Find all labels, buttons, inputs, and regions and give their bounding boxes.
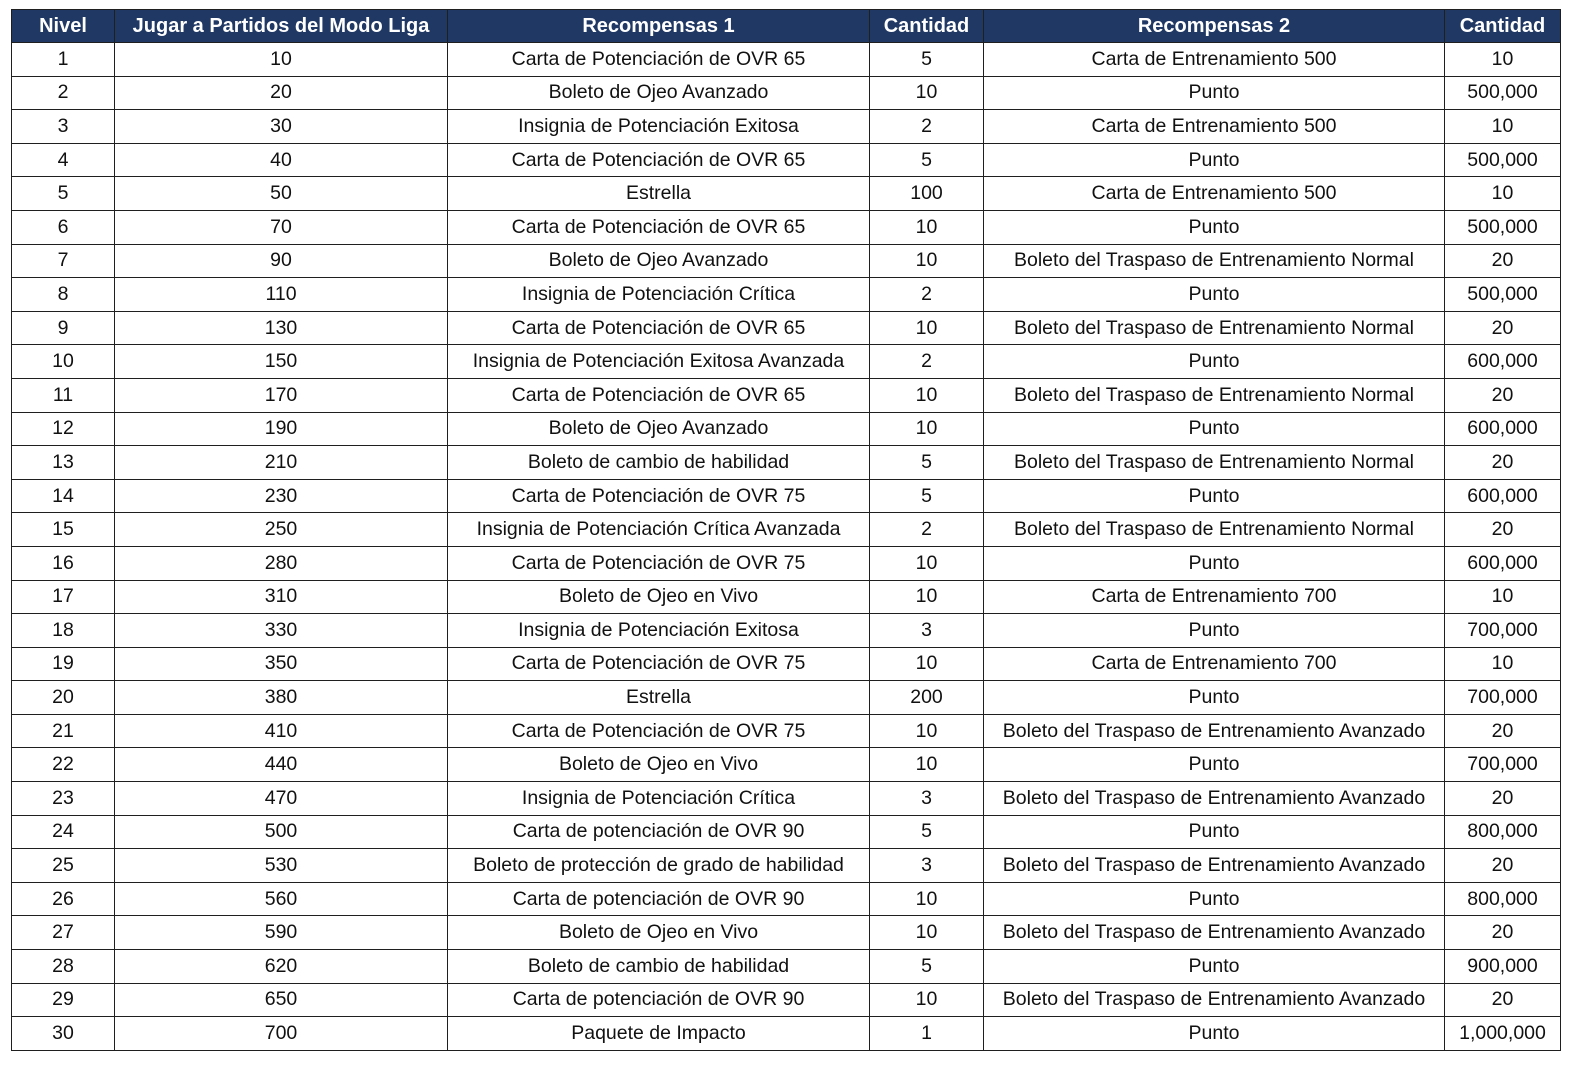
cell-reward-1: Carta de Potenciación de OVR 75 [448, 546, 870, 580]
cell-reward-1: Estrella [448, 177, 870, 211]
cell-quantity-1: 10 [870, 647, 984, 681]
cell-quantity-1: 5 [870, 143, 984, 177]
cell-matches: 230 [115, 479, 448, 513]
header-matches: Jugar a Partidos del Modo Liga [115, 10, 448, 43]
cell-quantity-1: 10 [870, 580, 984, 614]
rewards-table [11, 9, 1561, 1051]
cell-reward-1: Boleto de Ojeo en Vivo [448, 748, 870, 782]
cell-reward-1: Carta de Potenciación de OVR 65 [448, 143, 870, 177]
table-row [12, 916, 1561, 950]
cell-reward-2: Carta de Entrenamiento 500 [984, 43, 1445, 77]
cell-nivel: 2 [12, 76, 115, 110]
cell-reward-1: Carta de Potenciación de OVR 75 [448, 479, 870, 513]
cell-quantity-1: 5 [870, 815, 984, 849]
cell-quantity-2: 20 [1445, 513, 1561, 547]
cell-quantity-1: 10 [870, 412, 984, 446]
cell-quantity-2: 500,000 [1445, 76, 1561, 110]
cell-quantity-2: 20 [1445, 446, 1561, 480]
cell-nivel: 4 [12, 143, 115, 177]
table-row [12, 43, 1561, 77]
cell-quantity-1: 2 [870, 345, 984, 379]
cell-reward-1: Boleto de Ojeo Avanzado [448, 244, 870, 278]
cell-nivel: 22 [12, 748, 115, 782]
cell-nivel: 26 [12, 882, 115, 916]
cell-quantity-1: 10 [870, 76, 984, 110]
cell-quantity-2: 600,000 [1445, 479, 1561, 513]
cell-nivel: 10 [12, 345, 115, 379]
table-row [12, 580, 1561, 614]
cell-reward-1: Insignia de Potenciación Crítica [448, 278, 870, 312]
table-row [12, 849, 1561, 883]
cell-matches: 700 [115, 1017, 448, 1051]
cell-matches: 90 [115, 244, 448, 278]
cell-quantity-2: 20 [1445, 244, 1561, 278]
cell-reward-1: Carta de Potenciación de OVR 65 [448, 311, 870, 345]
cell-quantity-2: 600,000 [1445, 345, 1561, 379]
cell-nivel: 23 [12, 782, 115, 816]
cell-reward-1: Carta de Potenciación de OVR 65 [448, 378, 870, 412]
table-row [12, 378, 1561, 412]
table-row [12, 446, 1561, 480]
cell-nivel: 17 [12, 580, 115, 614]
table-row [12, 210, 1561, 244]
cell-quantity-1: 2 [870, 513, 984, 547]
cell-reward-1: Insignia de Potenciación Crítica Avanzada [448, 513, 870, 547]
cell-matches: 250 [115, 513, 448, 547]
cell-quantity-1: 5 [870, 43, 984, 77]
table-row [12, 882, 1561, 916]
table-row [12, 110, 1561, 144]
cell-quantity-2: 10 [1445, 647, 1561, 681]
cell-matches: 150 [115, 345, 448, 379]
cell-reward-1: Carta de potenciación de OVR 90 [448, 983, 870, 1017]
cell-matches: 380 [115, 681, 448, 715]
cell-matches: 10 [115, 43, 448, 77]
cell-matches: 560 [115, 882, 448, 916]
cell-reward-1: Estrella [448, 681, 870, 715]
cell-quantity-2: 20 [1445, 378, 1561, 412]
cell-nivel: 21 [12, 714, 115, 748]
header-quantity-1: Cantidad [870, 10, 984, 43]
cell-nivel: 25 [12, 849, 115, 883]
cell-quantity-1: 2 [870, 278, 984, 312]
cell-reward-2: Punto [984, 748, 1445, 782]
cell-reward-2: Boleto del Traspaso de Entrenamiento Normal [984, 378, 1445, 412]
cell-reward-2: Punto [984, 950, 1445, 984]
cell-quantity-2: 10 [1445, 43, 1561, 77]
cell-reward-2: Carta de Entrenamiento 700 [984, 647, 1445, 681]
table-row [12, 244, 1561, 278]
cell-reward-2: Boleto del Traspaso de Entrenamiento Avanzado [984, 782, 1445, 816]
cell-reward-1: Boleto de Ojeo en Vivo [448, 916, 870, 950]
cell-reward-1: Paquete de Impacto [448, 1017, 870, 1051]
cell-quantity-1: 10 [870, 748, 984, 782]
cell-reward-1: Carta de potenciación de OVR 90 [448, 815, 870, 849]
cell-nivel: 29 [12, 983, 115, 1017]
cell-reward-2: Punto [984, 815, 1445, 849]
header-nivel: Nivel [12, 10, 115, 43]
cell-quantity-2: 500,000 [1445, 210, 1561, 244]
table-row [12, 546, 1561, 580]
cell-quantity-1: 10 [870, 916, 984, 950]
cell-reward-1: Carta de Potenciación de OVR 65 [448, 210, 870, 244]
cell-quantity-2: 900,000 [1445, 950, 1561, 984]
cell-nivel: 20 [12, 681, 115, 715]
cell-nivel: 16 [12, 546, 115, 580]
cell-matches: 440 [115, 748, 448, 782]
cell-quantity-1: 10 [870, 311, 984, 345]
cell-nivel: 11 [12, 378, 115, 412]
table-row [12, 815, 1561, 849]
cell-matches: 110 [115, 278, 448, 312]
cell-reward-1: Insignia de Potenciación Exitosa [448, 110, 870, 144]
cell-reward-1: Carta de Potenciación de OVR 75 [448, 647, 870, 681]
cell-quantity-1: 5 [870, 950, 984, 984]
header-reward-2: Recompensas 2 [984, 10, 1445, 43]
cell-reward-1: Carta de Potenciación de OVR 75 [448, 714, 870, 748]
table-row [12, 177, 1561, 211]
cell-matches: 20 [115, 76, 448, 110]
cell-reward-1: Boleto de Ojeo en Vivo [448, 580, 870, 614]
cell-reward-1: Boleto de Ojeo Avanzado [448, 76, 870, 110]
table-row [12, 345, 1561, 379]
table-row [12, 412, 1561, 446]
cell-reward-2: Boleto del Traspaso de Entrenamiento Normal [984, 244, 1445, 278]
table-row [12, 983, 1561, 1017]
cell-quantity-2: 500,000 [1445, 143, 1561, 177]
table-row [12, 614, 1561, 648]
cell-nivel: 3 [12, 110, 115, 144]
cell-reward-1: Boleto de Ojeo Avanzado [448, 412, 870, 446]
cell-reward-2: Punto [984, 143, 1445, 177]
cell-nivel: 24 [12, 815, 115, 849]
cell-quantity-2: 700,000 [1445, 748, 1561, 782]
cell-nivel: 18 [12, 614, 115, 648]
cell-quantity-2: 800,000 [1445, 815, 1561, 849]
cell-quantity-1: 10 [870, 983, 984, 1017]
cell-reward-2: Boleto del Traspaso de Entrenamiento Normal [984, 513, 1445, 547]
cell-matches: 350 [115, 647, 448, 681]
cell-quantity-2: 500,000 [1445, 278, 1561, 312]
header-row [12, 10, 1561, 43]
cell-reward-1: Boleto de protección de grado de habilidad [448, 849, 870, 883]
cell-matches: 310 [115, 580, 448, 614]
cell-reward-2: Punto [984, 412, 1445, 446]
table-row [12, 714, 1561, 748]
cell-matches: 130 [115, 311, 448, 345]
table-row [12, 748, 1561, 782]
cell-nivel: 7 [12, 244, 115, 278]
cell-reward-2: Boleto del Traspaso de Entrenamiento Avanzado [984, 916, 1445, 950]
cell-nivel: 6 [12, 210, 115, 244]
cell-reward-2: Carta de Entrenamiento 700 [984, 580, 1445, 614]
cell-nivel: 14 [12, 479, 115, 513]
cell-reward-2: Punto [984, 614, 1445, 648]
cell-reward-2: Punto [984, 210, 1445, 244]
cell-nivel: 8 [12, 278, 115, 312]
cell-quantity-2: 10 [1445, 177, 1561, 211]
cell-reward-1: Carta de potenciación de OVR 90 [448, 882, 870, 916]
cell-reward-1: Insignia de Potenciación Exitosa [448, 614, 870, 648]
cell-quantity-1: 3 [870, 782, 984, 816]
cell-reward-2: Boleto del Traspaso de Entrenamiento Avanzado [984, 983, 1445, 1017]
cell-matches: 330 [115, 614, 448, 648]
cell-quantity-2: 20 [1445, 983, 1561, 1017]
cell-quantity-2: 20 [1445, 849, 1561, 883]
cell-nivel: 13 [12, 446, 115, 480]
cell-quantity-1: 3 [870, 849, 984, 883]
cell-quantity-2: 800,000 [1445, 882, 1561, 916]
rewards-table-container [11, 9, 1561, 1051]
cell-quantity-1: 10 [870, 546, 984, 580]
cell-reward-2: Boleto del Traspaso de Entrenamiento Normal [984, 446, 1445, 480]
cell-reward-2: Carta de Entrenamiento 500 [984, 110, 1445, 144]
cell-matches: 190 [115, 412, 448, 446]
table-row [12, 647, 1561, 681]
table-row [12, 782, 1561, 816]
cell-matches: 170 [115, 378, 448, 412]
cell-matches: 30 [115, 110, 448, 144]
cell-reward-2: Boleto del Traspaso de Entrenamiento Normal [984, 311, 1445, 345]
cell-matches: 590 [115, 916, 448, 950]
cell-quantity-2: 1,000,000 [1445, 1017, 1561, 1051]
table-row [12, 681, 1561, 715]
cell-nivel: 27 [12, 916, 115, 950]
cell-quantity-2: 20 [1445, 311, 1561, 345]
cell-reward-2: Punto [984, 278, 1445, 312]
cell-nivel: 30 [12, 1017, 115, 1051]
cell-reward-1: Carta de Potenciación de OVR 65 [448, 43, 870, 77]
header-quantity-2: Cantidad [1445, 10, 1561, 43]
cell-reward-2: Punto [984, 345, 1445, 379]
cell-quantity-2: 10 [1445, 110, 1561, 144]
cell-reward-1: Boleto de cambio de habilidad [448, 950, 870, 984]
table-row [12, 76, 1561, 110]
cell-quantity-1: 2 [870, 110, 984, 144]
cell-reward-2: Punto [984, 546, 1445, 580]
cell-matches: 40 [115, 143, 448, 177]
cell-reward-1: Boleto de cambio de habilidad [448, 446, 870, 480]
cell-quantity-1: 10 [870, 714, 984, 748]
table-row [12, 479, 1561, 513]
cell-matches: 500 [115, 815, 448, 849]
cell-quantity-1: 5 [870, 446, 984, 480]
cell-quantity-1: 3 [870, 614, 984, 648]
table-header [12, 10, 1561, 43]
cell-quantity-1: 100 [870, 177, 984, 211]
cell-reward-2: Punto [984, 681, 1445, 715]
table-row [12, 513, 1561, 547]
table-row [12, 1017, 1561, 1051]
cell-nivel: 1 [12, 43, 115, 77]
table-row [12, 278, 1561, 312]
cell-matches: 650 [115, 983, 448, 1017]
cell-nivel: 15 [12, 513, 115, 547]
table-body [12, 43, 1561, 1051]
cell-reward-2: Carta de Entrenamiento 500 [984, 177, 1445, 211]
cell-quantity-2: 700,000 [1445, 681, 1561, 715]
cell-reward-2: Boleto del Traspaso de Entrenamiento Avanzado [984, 849, 1445, 883]
cell-quantity-1: 10 [870, 882, 984, 916]
cell-nivel: 12 [12, 412, 115, 446]
cell-reward-2: Punto [984, 76, 1445, 110]
table-row [12, 143, 1561, 177]
cell-quantity-1: 10 [870, 244, 984, 278]
header-reward-1: Recompensas 1 [448, 10, 870, 43]
cell-reward-2: Punto [984, 479, 1445, 513]
cell-matches: 280 [115, 546, 448, 580]
cell-quantity-1: 10 [870, 210, 984, 244]
cell-matches: 50 [115, 177, 448, 211]
cell-reward-2: Boleto del Traspaso de Entrenamiento Avanzado [984, 714, 1445, 748]
cell-quantity-2: 20 [1445, 782, 1561, 816]
cell-matches: 620 [115, 950, 448, 984]
cell-nivel: 5 [12, 177, 115, 211]
cell-quantity-2: 20 [1445, 916, 1561, 950]
cell-reward-1: Insignia de Potenciación Exitosa Avanzada [448, 345, 870, 379]
cell-quantity-2: 700,000 [1445, 614, 1561, 648]
cell-quantity-1: 200 [870, 681, 984, 715]
cell-quantity-1: 1 [870, 1017, 984, 1051]
table-row [12, 950, 1561, 984]
cell-reward-1: Insignia de Potenciación Crítica [448, 782, 870, 816]
cell-quantity-2: 600,000 [1445, 546, 1561, 580]
cell-quantity-2: 600,000 [1445, 412, 1561, 446]
cell-matches: 470 [115, 782, 448, 816]
cell-reward-2: Punto [984, 882, 1445, 916]
cell-quantity-2: 20 [1445, 714, 1561, 748]
cell-matches: 210 [115, 446, 448, 480]
cell-nivel: 28 [12, 950, 115, 984]
cell-quantity-1: 5 [870, 479, 984, 513]
cell-matches: 70 [115, 210, 448, 244]
cell-quantity-2: 10 [1445, 580, 1561, 614]
cell-reward-2: Punto [984, 1017, 1445, 1051]
cell-matches: 530 [115, 849, 448, 883]
cell-nivel: 19 [12, 647, 115, 681]
cell-quantity-1: 10 [870, 378, 984, 412]
table-row [12, 311, 1561, 345]
cell-matches: 410 [115, 714, 448, 748]
cell-nivel: 9 [12, 311, 115, 345]
